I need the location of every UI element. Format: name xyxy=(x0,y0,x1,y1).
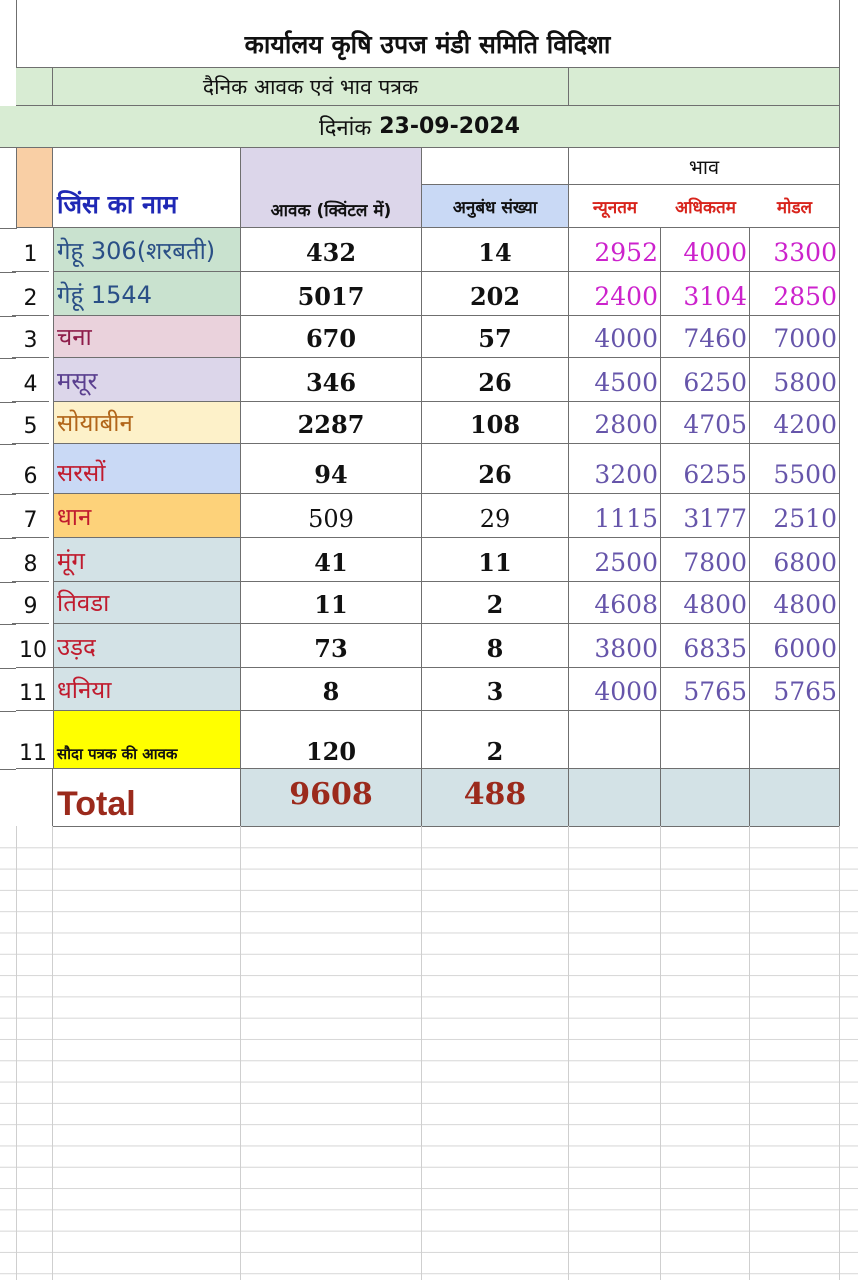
modal-price-cell[interactable] xyxy=(750,228,840,272)
min-price-cell[interactable] xyxy=(569,494,661,538)
sauda-arrival-cell[interactable] xyxy=(241,711,422,769)
contracts-cell[interactable] xyxy=(422,444,569,494)
contracts-cell[interactable] xyxy=(422,272,569,316)
min-price: 4608 xyxy=(594,590,658,619)
grid-line xyxy=(749,826,750,1280)
max-price: 3104 xyxy=(683,282,747,311)
contracts-cell[interactable] xyxy=(422,316,569,358)
header-modal: मोडल xyxy=(776,197,813,218)
contracts-value: 26 xyxy=(478,460,512,489)
row-index-cell[interactable] xyxy=(12,358,49,402)
total-label-cell[interactable] xyxy=(53,769,241,827)
max-price: 6255 xyxy=(683,460,747,489)
crop-name: उड़द xyxy=(57,633,96,661)
max-price-cell[interactable] xyxy=(661,494,750,538)
arrival-value: 346 xyxy=(305,368,357,397)
crop-name: सोयाबीन xyxy=(57,409,133,437)
total-label: Total xyxy=(57,785,136,823)
header-modal-cell[interactable] xyxy=(750,185,840,228)
contracts-cell[interactable] xyxy=(422,402,569,444)
arrival-cell[interactable] xyxy=(241,444,422,494)
header-price-group: भाव xyxy=(688,154,720,179)
row-index: 10 xyxy=(19,638,47,663)
crop-name: धान xyxy=(57,503,92,531)
max-price: 4705 xyxy=(683,410,747,439)
modal-price: 6000 xyxy=(773,634,837,663)
row-index: 11 xyxy=(19,681,47,706)
crop-name-cell[interactable] xyxy=(53,228,241,272)
crop-name-cell[interactable] xyxy=(53,538,241,582)
crop-name-cell[interactable] xyxy=(53,624,241,668)
row-margin xyxy=(0,668,16,712)
arrival-value: 73 xyxy=(314,634,348,663)
crop-name-cell[interactable] xyxy=(53,316,241,358)
date-label: दिनांक xyxy=(319,115,372,141)
left-margin xyxy=(0,0,17,106)
min-price: 4000 xyxy=(594,677,658,706)
row-index: 6 xyxy=(23,464,38,489)
total-contracts-cell[interactable] xyxy=(422,769,569,827)
row-index: 1 xyxy=(23,242,38,267)
arrival-cell[interactable] xyxy=(241,582,422,624)
max-price: 5765 xyxy=(683,677,747,706)
arrival-cell[interactable] xyxy=(241,272,422,316)
total-arrival-cell[interactable] xyxy=(241,769,422,827)
total-contracts: 488 xyxy=(463,777,527,812)
modal-price-cell[interactable] xyxy=(750,494,840,538)
modal-price: 3300 xyxy=(773,238,837,267)
sauda-index: 11 xyxy=(19,741,47,766)
header-margin xyxy=(0,148,17,229)
modal-price-cell[interactable] xyxy=(750,272,840,316)
contracts-value: 29 xyxy=(479,505,511,533)
arrival-cell[interactable] xyxy=(241,358,422,402)
row-index-cell[interactable] xyxy=(12,228,49,272)
grid-line xyxy=(421,826,422,1280)
contracts-cell[interactable] xyxy=(422,228,569,272)
arrival-cell[interactable] xyxy=(241,538,422,582)
row-margin xyxy=(0,624,16,669)
arrival-value: 5017 xyxy=(297,282,365,311)
crop-name-cell[interactable] xyxy=(53,444,241,494)
min-price: 2800 xyxy=(594,410,658,439)
date-cell[interactable] xyxy=(0,106,840,148)
header-contract-top-cell[interactable] xyxy=(422,148,569,185)
min-price-cell[interactable] xyxy=(569,624,661,668)
max-price: 3177 xyxy=(683,504,747,533)
header-arrival-cell[interactable] xyxy=(241,148,422,228)
header-max: अधिकतम xyxy=(675,197,736,218)
max-price-cell[interactable] xyxy=(661,272,750,316)
arrival-value: 94 xyxy=(314,460,348,489)
modal-price-cell[interactable] xyxy=(750,538,840,582)
row-index-cell[interactable] xyxy=(16,624,53,668)
max-price-cell[interactable] xyxy=(661,444,750,494)
contracts-cell[interactable] xyxy=(422,494,569,538)
arrival-cell[interactable] xyxy=(241,228,422,272)
arrival-value: 670 xyxy=(305,324,357,353)
modal-price: 2850 xyxy=(773,282,837,311)
header-price-group-cell[interactable] xyxy=(569,148,840,185)
max-price: 6250 xyxy=(683,368,747,397)
crop-name: धनिया xyxy=(57,676,112,704)
header-crop-name-cell[interactable] xyxy=(53,148,241,228)
contracts-value: 2 xyxy=(486,590,504,619)
modal-price: 6800 xyxy=(773,548,837,577)
arrival-value: 8 xyxy=(322,677,340,706)
arrival-cell[interactable] xyxy=(241,494,422,538)
sauda-margin xyxy=(0,711,16,770)
crop-name-cell[interactable] xyxy=(53,358,241,402)
header-min: न्यूनतम xyxy=(592,197,638,218)
contracts-cell[interactable] xyxy=(422,624,569,668)
subtitle-index-cell[interactable] xyxy=(16,68,53,106)
arrival-cell[interactable] xyxy=(241,316,422,358)
min-price: 1115 xyxy=(594,504,658,533)
grid-line xyxy=(839,826,840,1280)
crop-name: गेहू 306(शरबती) xyxy=(57,237,216,265)
crop-name-cell[interactable] xyxy=(53,272,241,316)
min-price-cell[interactable] xyxy=(569,582,661,624)
modal-price: 5765 xyxy=(773,677,837,706)
grid-line xyxy=(660,826,661,1280)
arrival-cell[interactable] xyxy=(241,402,422,444)
row-index: 3 xyxy=(23,328,38,353)
min-price: 3200 xyxy=(594,460,658,489)
contracts-value: 8 xyxy=(486,634,504,663)
crop-name-cell[interactable] xyxy=(53,668,241,711)
contracts-cell[interactable] xyxy=(422,358,569,402)
contracts-value: 3 xyxy=(486,677,504,706)
header-contract-count: अनुबंध संख्या xyxy=(452,197,538,218)
crop-name: मूंग xyxy=(57,547,85,575)
min-price-cell[interactable] xyxy=(569,228,661,272)
max-price: 4000 xyxy=(683,238,747,267)
max-price-cell[interactable] xyxy=(661,624,750,668)
max-price: 6835 xyxy=(683,634,747,663)
arrival-value: 432 xyxy=(305,238,357,267)
contracts-value: 202 xyxy=(469,282,521,311)
crop-name: मसूर xyxy=(57,367,98,395)
min-price-cell[interactable] xyxy=(569,668,661,711)
grid-line xyxy=(568,826,569,1280)
modal-price-cell[interactable] xyxy=(750,582,840,624)
modal-price: 4800 xyxy=(773,590,837,619)
right-edge-strip xyxy=(840,0,858,828)
crop-name: सरसों xyxy=(57,459,106,487)
row-index: 9 xyxy=(23,594,38,619)
modal-price: 5500 xyxy=(773,460,837,489)
row-index-cell[interactable] xyxy=(12,272,49,316)
modal-price: 4200 xyxy=(773,410,837,439)
arrival-cell[interactable] xyxy=(241,624,422,668)
row-index-cell[interactable] xyxy=(12,402,49,444)
sauda-name: सौदा पत्रक की आवक xyxy=(57,745,178,763)
header-min-cell[interactable] xyxy=(569,185,661,228)
row-index-cell[interactable] xyxy=(12,316,49,358)
modal-price-cell[interactable] xyxy=(750,402,840,444)
contracts-value: 57 xyxy=(478,324,512,353)
contracts-value: 11 xyxy=(478,548,512,577)
sauda-arrival: 120 xyxy=(305,737,357,766)
row-index-cell[interactable] xyxy=(12,538,49,582)
crop-name: तिवडा xyxy=(57,589,110,617)
row-index: 8 xyxy=(23,552,38,577)
min-price-cell[interactable] xyxy=(569,538,661,582)
modal-price-cell[interactable] xyxy=(750,358,840,402)
row-index-cell[interactable] xyxy=(12,494,49,538)
total-min-cell[interactable] xyxy=(569,769,661,827)
header-index-cell[interactable] xyxy=(16,148,53,228)
contracts-value: 26 xyxy=(478,368,512,397)
sauda-modal-cell[interactable] xyxy=(750,711,840,769)
max-price: 7460 xyxy=(683,324,747,353)
subtitle-right-cell[interactable] xyxy=(569,68,840,106)
modal-price: 5800 xyxy=(773,368,837,397)
modal-price-cell[interactable] xyxy=(750,316,840,358)
sauda-min-cell[interactable] xyxy=(569,711,661,769)
modal-price-cell[interactable] xyxy=(750,444,840,494)
sauda-contracts: 2 xyxy=(486,737,504,766)
office-title-cell[interactable] xyxy=(16,0,840,68)
sauda-max-cell[interactable] xyxy=(661,711,750,769)
row-index: 2 xyxy=(23,286,38,311)
grid-line xyxy=(240,826,241,1280)
date-value: 23-09-2024 xyxy=(379,114,520,139)
row-index: 4 xyxy=(23,372,38,397)
row-index: 7 xyxy=(23,508,38,533)
min-price: 3800 xyxy=(594,634,658,663)
total-max-cell[interactable] xyxy=(661,769,750,827)
max-price-cell[interactable] xyxy=(661,538,750,582)
crop-name-cell[interactable] xyxy=(53,402,241,444)
header-arrival: आवक (क्विंटल में) xyxy=(270,201,392,221)
crop-name: गेहूं 1544 xyxy=(57,281,152,309)
modal-price: 7000 xyxy=(773,324,837,353)
office-title: कार्यालय कृषि उपज मंडी समिति विदिशा xyxy=(244,29,611,59)
crop-name: चना xyxy=(57,323,92,351)
header-crop-name: जिंस का नाम xyxy=(57,190,178,219)
modal-price-cell[interactable] xyxy=(750,668,840,711)
sauda-name-cell[interactable] xyxy=(53,711,241,769)
total-arrival: 9608 xyxy=(289,777,373,812)
min-price-cell[interactable] xyxy=(569,316,661,358)
modal-price: 2510 xyxy=(773,504,837,533)
min-price: 2952 xyxy=(594,238,658,267)
arrival-value: 2287 xyxy=(297,410,365,439)
min-price: 4000 xyxy=(594,324,658,353)
min-price: 4500 xyxy=(594,368,658,397)
contracts-value: 14 xyxy=(478,238,512,267)
row-index: 5 xyxy=(23,414,38,439)
crop-name-cell[interactable] xyxy=(53,494,241,538)
max-price-cell[interactable] xyxy=(661,228,750,272)
total-modal-cell[interactable] xyxy=(750,769,840,827)
max-price-cell[interactable] xyxy=(661,358,750,402)
arrival-cell[interactable] xyxy=(241,668,422,711)
row-index-cell[interactable] xyxy=(16,668,53,711)
contracts-value: 108 xyxy=(469,410,521,439)
header-max-cell[interactable] xyxy=(661,185,750,228)
modal-price-cell[interactable] xyxy=(750,624,840,668)
min-price-cell[interactable] xyxy=(569,402,661,444)
sauda-contracts-cell[interactable] xyxy=(422,711,569,769)
row-index-cell[interactable] xyxy=(12,444,49,494)
contracts-cell[interactable] xyxy=(422,538,569,582)
grid-line xyxy=(52,826,53,1280)
header-contract-cell[interactable] xyxy=(422,185,569,228)
subtitle-cell[interactable] xyxy=(53,68,569,106)
min-price: 2500 xyxy=(594,548,658,577)
arrival-value: 11 xyxy=(314,590,348,619)
arrival-value: 41 xyxy=(314,548,348,577)
crop-name-cell[interactable] xyxy=(53,582,241,624)
max-price-cell[interactable] xyxy=(661,668,750,711)
row-index-cell[interactable] xyxy=(12,582,49,624)
max-price: 7800 xyxy=(683,548,747,577)
contracts-cell[interactable] xyxy=(422,582,569,624)
contracts-cell[interactable] xyxy=(422,668,569,711)
max-price-cell[interactable] xyxy=(661,402,750,444)
min-price-cell[interactable] xyxy=(569,444,661,494)
min-price: 2400 xyxy=(594,282,658,311)
min-price-cell[interactable] xyxy=(569,358,661,402)
grid-line xyxy=(16,826,17,1280)
min-price-cell[interactable] xyxy=(569,272,661,316)
total-margin-cell[interactable] xyxy=(0,769,53,827)
arrival-value: 509 xyxy=(308,505,354,533)
max-price-cell[interactable] xyxy=(661,316,750,358)
max-price: 4800 xyxy=(683,590,747,619)
subtitle: दैनिक आवक एवं भाव पत्रक xyxy=(202,74,419,99)
max-price-cell[interactable] xyxy=(661,582,750,624)
sauda-index-cell[interactable] xyxy=(16,711,53,769)
